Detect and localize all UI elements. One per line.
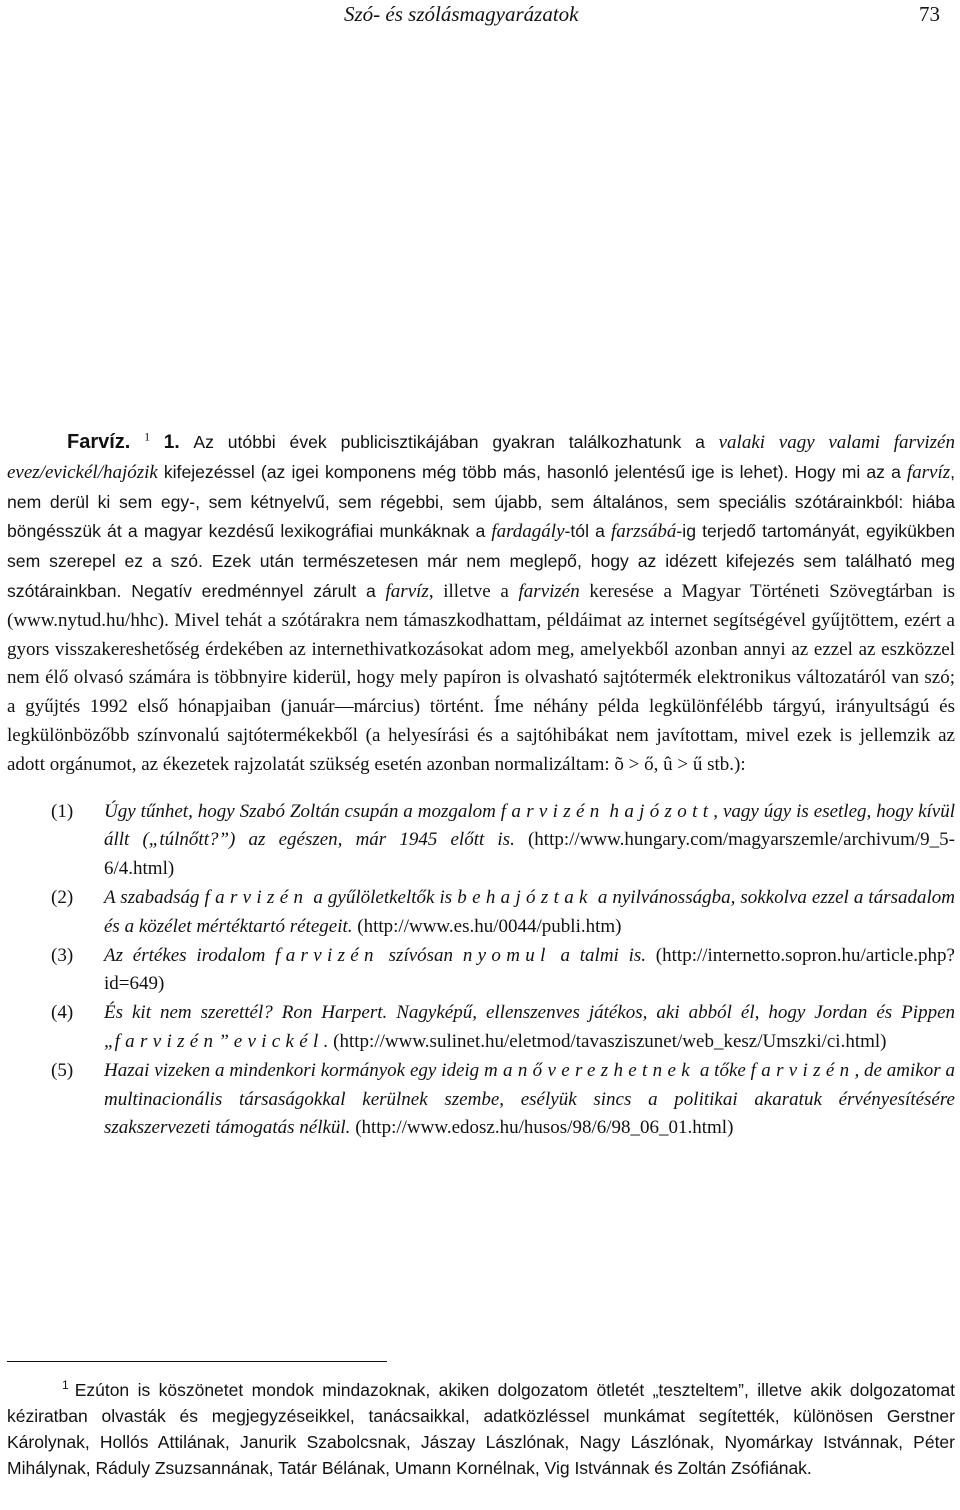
example-quote: Hazai vizeken a mindenkori kormányok egy ideig: [104, 1059, 484, 1081]
footnote: [7, 1377, 955, 1481]
example-quote: a gyűlöletkeltők is: [308, 886, 458, 908]
example-quote: ”: [218, 1030, 234, 1052]
example-keyword: farvizén: [114, 1030, 219, 1052]
page-number: 73: [919, 2, 940, 26]
entry-text: Hogy mi az a: [794, 461, 901, 482]
italic-term: fardagály: [491, 521, 565, 543]
example-item: [7, 942, 955, 1000]
example-number: (2): [51, 886, 74, 908]
example-text: [104, 884, 955, 942]
header-title: Szó- és szólásmagyarázatok: [344, 2, 579, 26]
example-number: (3): [51, 944, 74, 966]
example-keyword: behajóztak: [457, 886, 593, 908]
example-quote: És kit nem szerettél? Ron Harpert. Nagyképű, ellenszenves játékos, aki abból él, hogy Jordan és Pippen „: [104, 1002, 955, 1052]
example-source-url: (http://internetto.sopron.hu/article.php?id=649): [104, 944, 955, 995]
example-list: [7, 798, 955, 1144]
example-quote: , vagy úgy is esetleg, hogy kívül állt („túlnőtt?”) az egészen, már 1945 előtt is.: [104, 800, 955, 851]
example-quote: szívósan: [378, 944, 463, 966]
italic-term: farzsábá: [610, 521, 677, 543]
example-quote: , de amikor a multinacionális társaságokkal kerülnek szembe, esélyük sincs a politikai akaratuk érvényesítésére szakszervezeti támogatás nélkül.: [104, 1059, 955, 1139]
entry-text: kifejezéssel (az igei komponens még több más, hasonló jelentésű ige is lehet).: [163, 461, 789, 482]
example-item: [7, 884, 955, 942]
example-keyword: farvizén: [204, 886, 309, 908]
entry-text: -tól a: [564, 521, 605, 542]
example-text: [104, 798, 955, 884]
headword: Farvíz.: [67, 431, 131, 453]
italic-expression: valaki vagy valami farvizén evez/evickél/hajózik: [7, 432, 955, 483]
italic-term: farvizén: [518, 580, 580, 602]
example-number: (1): [51, 800, 74, 822]
example-source-url: (http://www.es.hu/0044/publi.htm): [352, 915, 622, 937]
example-keyword: nyomul: [462, 944, 551, 966]
entry-text: Az utóbbi évek publicisztikájában gyakran találkozhatunk a: [193, 432, 705, 452]
example-keyword: farvizén: [750, 1059, 855, 1081]
article-body: [7, 428, 955, 1143]
sense-number: 1.: [163, 432, 180, 453]
example-text: [104, 942, 955, 1000]
entry-text: Mivel tehát a szótárakra nem támaszkodhattam, példáimat az internet segítségével gyűjtöttem, ezért a gyors visszakereshetőség érdekében az internethivatkozásokat adom meg, amelyekből azonban annyi az ezzel az eszközzel nem élő olvasó számára is többnyire kiderül, hogy mely papíron is olvasható sajtótermék elektronikus változatáról van szó; a gyűjtés 1992 első hónapjaiban (január—március) történt.: [7, 609, 955, 718]
example-quote: a nyilvánosságba, sokkolva ezzel a társadalom és a közélet mértéktartó rétegeit.: [104, 886, 955, 937]
example-item: [7, 1057, 955, 1143]
example-quote: a tőke: [694, 1059, 751, 1081]
example-quote: Úgy tűnhet, hogy Szabó Zoltán csupán a mozgalom: [104, 800, 501, 822]
example-number: (5): [51, 1059, 74, 1081]
example-keyword: hajózott: [609, 800, 714, 822]
italic-term: farvíz: [906, 461, 951, 483]
example-quote: .: [323, 1030, 329, 1052]
example-keyword: farvizén: [500, 800, 605, 822]
example-number: (4): [51, 1002, 74, 1024]
italic-term: farvíz: [385, 580, 429, 602]
footnote-reference: 1: [144, 429, 151, 444]
example-keyword: evickél: [233, 1030, 324, 1052]
example-quote: a talmi is.: [550, 944, 647, 966]
entry-text: , nem derül ki sem egy-, sem kétnyelvű, sem régebbi, sem újabb, sem általános, sem speciális szótárainkból: hiába böngésszük át a magyar kezdésű lexikográfiai munkáknak a: [7, 461, 956, 542]
entry-text: keresése a Magyar Történeti Szövegtárban is (www.nytud.hu/hhc).: [7, 580, 956, 631]
example-item: [7, 999, 955, 1057]
running-header: [0, 0, 960, 30]
example-keyword: manőverezhetnek: [484, 1059, 695, 1081]
example-text: [104, 999, 955, 1057]
footnote-number: 1: [62, 1378, 69, 1393]
example-source-url: (http://www.sulinet.hu/eletmod/tavasziszunet/web_kesz/Umszki/ci.html): [328, 1030, 887, 1052]
example-quote: A szabadság: [104, 886, 205, 908]
example-item: [7, 798, 955, 884]
example-quote: Az értékes irodalom: [104, 944, 276, 966]
footnote-divider: [7, 1361, 387, 1362]
example-text: [104, 1057, 955, 1143]
entry-text: , illetve a: [428, 580, 509, 602]
example-keyword: farvizén: [275, 944, 379, 966]
example-source-url: (http://www.hungary.com/magyarszemle/archivum/9_5-6/4.html): [104, 829, 956, 880]
entry-text: Íme néhány példa legkülönfélébb tárgyú, irányultságú és legkülönbözőbb színvonalú sajtótermékekből (a helyesírási és a sajtóhibákat nem javítottam, mivel ezek is jellemzik az adott orgánumot, az ékezetek rajzolatát szükség esetén azonban normalizáltam: õ > ő, û > ű stb.):: [7, 696, 955, 775]
footnote-text: Ezúton is köszönetet mondok mindazoknak, akiken dolgozatom ötletét „teszteltem”, illetve akik dolgozatomat kéziratban olvasták és megjegyzéseikkel, tanácsaikkal, adatközléssel munkámat segítették, különösen Gerstner Károlynak, Hollós Attilának, Janurik Szabolcsnak, Jászay Lászlónak, Nagy Lászlónak, Nyomárkay Istvánnak, Péter Mihálynak, Ráduly Zsuzsannának, Tatár Bélának, Umann Kornélnak, Vig Istvánnak és Zoltán Zsófiának.: [7, 1380, 955, 1478]
entry-text: -ig terjedő tartományát, egyikükben sem szerepel ez a szó. Ezek után természetesen már nem meglepő, hogy az idézett kifejezés sem található meg szótárainkban. Negatív eredménnyel zárult a: [7, 521, 956, 601]
entry-paragraph: [7, 428, 955, 780]
example-source-url: (http://www.edosz.hu/husos/98/6/98_06_01.html): [350, 1117, 734, 1139]
